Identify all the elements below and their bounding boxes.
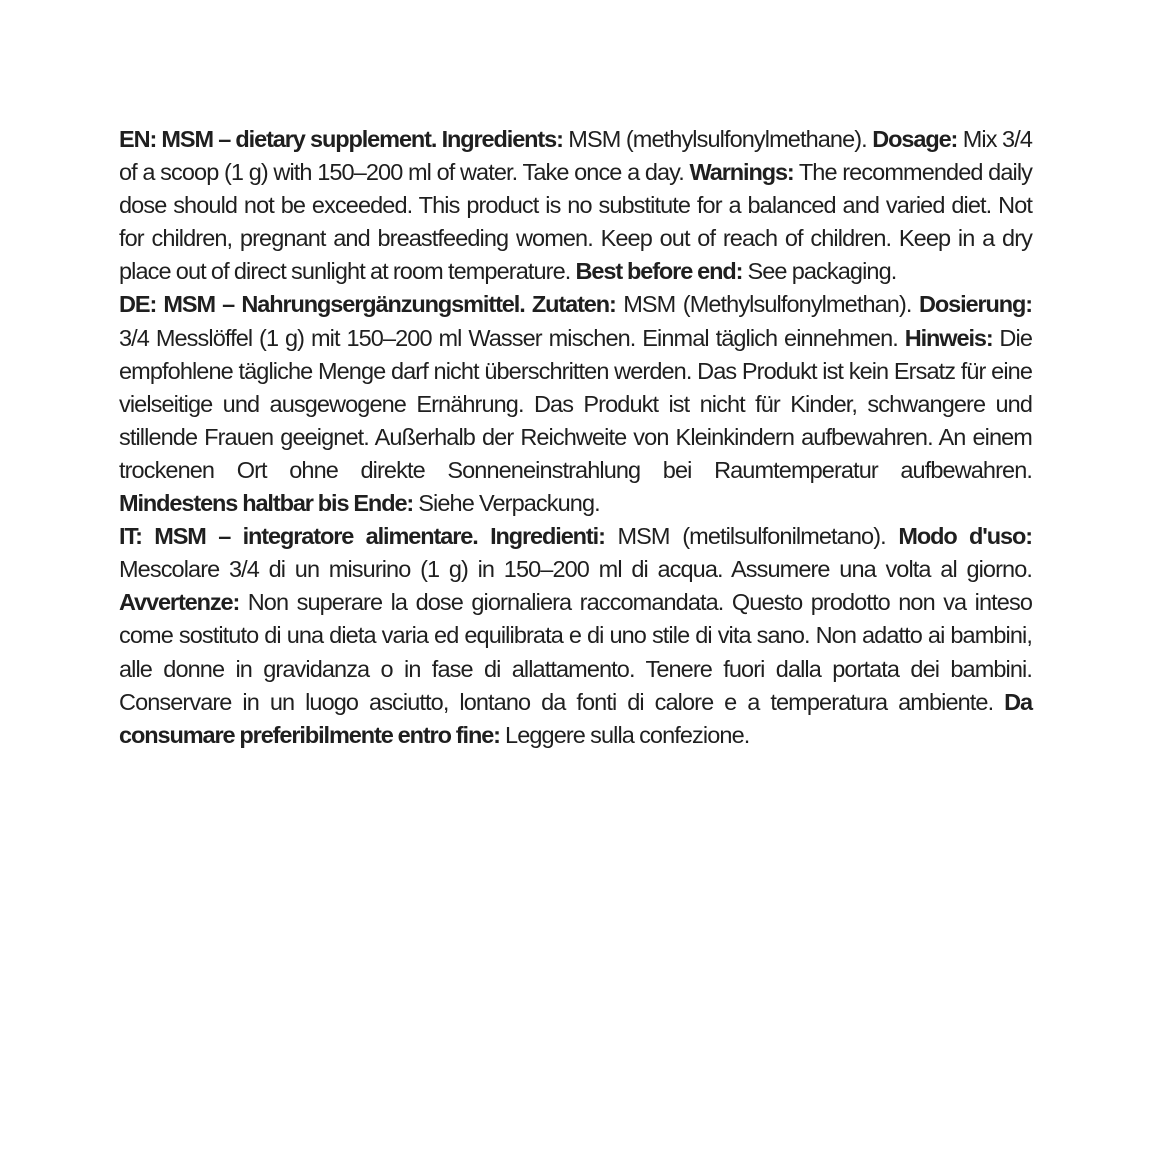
de-best-before-label: Mindestens haltbar bis Ende: <box>119 490 414 517</box>
section-en <box>119 123 1032 288</box>
en-ingredients-text: MSM (methylsulfonylmethane). <box>562 126 873 152</box>
en-best-before-label: Best before end: <box>575 258 743 285</box>
de-ingredients-text: MSM (Methylsulfonylmethan). <box>615 291 919 318</box>
it-best-before-label: Da consumare preferibilmente entro fine: <box>119 688 1032 748</box>
en-heading: EN: MSM – dietary supplement. Ingredients: <box>119 126 563 152</box>
section-it <box>119 520 1032 752</box>
de-dosage-label: Dosierung: <box>918 291 1032 318</box>
it-warnings-label: Avvertenze: <box>119 589 240 616</box>
de-warnings-text: Die empfohlene tägliche Menge darf nicht überschritten werden. Das Produkt ist kein Ersatz für eine vielseitige und ausgewogene Ernährung. Das Produkt ist nicht für Kinder, schwangere und stillende Frauen geeignet. Außerhalb der Reichweite von Kleinkindern aufbewahren. An einem trockenen Ort ohne direkte Sonneneinstrahlung bei Raumtemperatur aufbewahren. <box>119 324 1032 483</box>
de-dosage-text: 3/4 Messlöffel (1 g) mit 150–200 ml Wasser mischen. Einmal täglich einnehmen. <box>119 324 905 351</box>
it-best-before-text: Leggere sulla confezione. <box>499 721 750 748</box>
it-dosage-label: Modo d'uso: <box>898 523 1032 550</box>
it-dosage-text: Mescolare 3/4 di un misurino (1 g) in 150–200 ml di acqua. Assumere una volta al giorno. <box>119 556 1032 583</box>
section-de <box>119 288 1032 520</box>
de-best-before-text: Siehe Verpackung. <box>413 490 600 517</box>
en-best-before-text: See packaging. <box>742 258 897 285</box>
en-dosage-label: Dosage: <box>872 126 958 152</box>
it-heading: IT: MSM – integratore alimentare. Ingredienti: <box>119 523 605 550</box>
de-heading: DE: MSM – Nahrungsergänzungsmittel. Zutaten: <box>119 291 616 318</box>
en-dosage-text: Mix 3/4 of a scoop (1 g) with 150–200 ml of water. Take once a day. <box>119 126 1032 186</box>
de-warnings-label: Hinweis: <box>904 324 993 351</box>
it-warnings-text: Non superare la dose giornaliera raccomandata. Questo prodotto non va inteso come sostituto di una dieta varia ed equilibrata e di uno stile di vita sano. Non adatto ai bambini, alle donne in gravidanza o in fase di allattamento. Tenere fuori dalla portata dei bambini. Conservare in un luogo asciutto, lontano da fonti di calore e a temperatura ambiente. <box>119 589 1032 715</box>
it-ingredients-text: MSM (metilsulfonilmetano). <box>604 523 899 550</box>
label-text-block <box>119 123 1032 752</box>
en-warnings-text: The recommended daily dose should not be exceeded. This product is no substitute for a balanced and varied diet. Not for children, pregnant and breastfeeding women. Keep out of reach of children. Keep in a dry place out of direct sunlight at room temperature. <box>119 159 1032 285</box>
en-warnings-label: Warnings: <box>689 159 794 186</box>
